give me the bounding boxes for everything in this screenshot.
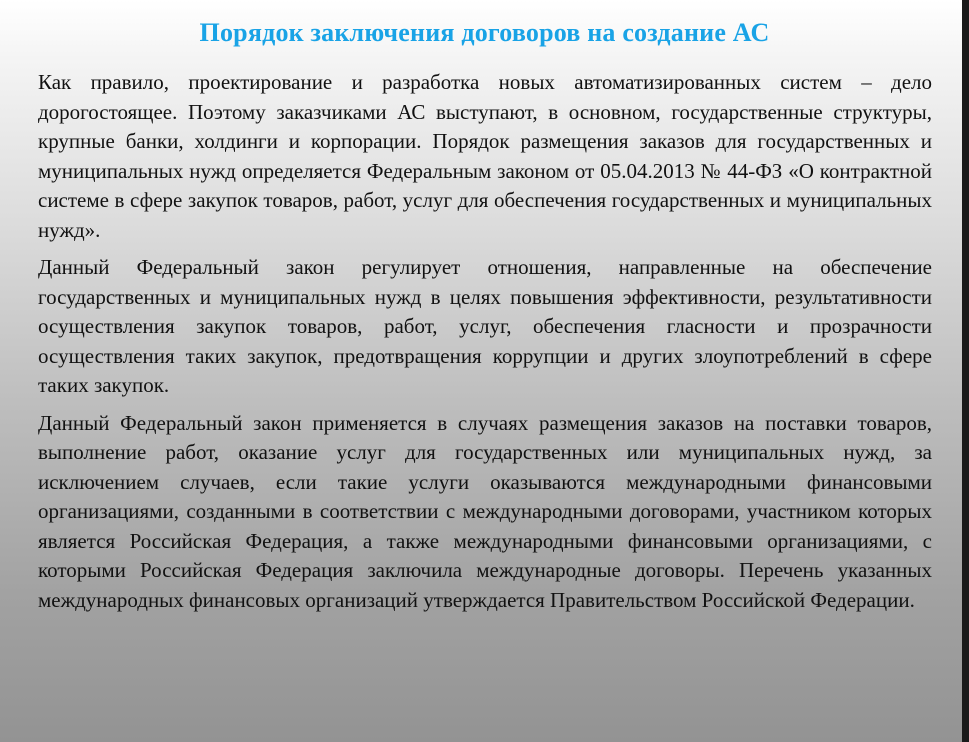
paragraph-law-scope: Данный Федеральный закон регулирует отношения, направленные на обеспечение государственных и муниципальных нужд в целях повышения эффективности, результативности осуществления закупок товаров, работ, услуг, обеспечения гласности и прозрачности осуществления таких закупок, предотвращения коррупции и других злоупотреблений в сфере таких закупок. (38, 255, 932, 397)
paragraph-law-application: Данный Федеральный закон применяется в случаях размещения заказов на поставки товаров, выполнение работ, оказание услуг для государственных или муниципальных нужд, за исключением случаев, если такие услуги оказываются международными финансовыми организациями, созданными в соответствии с международными договорами, участником которых является Российская Федерация, а также международными финансовыми организациями, с которыми Российская Федерация заключила международные договоры. Перечень указанных международных финансовых организаций утверждается Правительством Российской Федерации. (38, 410, 932, 612)
paragraph-intro: Как правило, проектирование и разработка новых автоматизированных систем – дело дорогостоящее. Поэтому заказчиками АС выступают, в основном, государственные структуры, крупные банки, холдинги и корпорации. Порядок размещения заказов для государственных и муниципальных нужд определяется Федеральным законом от 05.04.2013 № 44-ФЗ «О контрактной системе в сфере закупок товаров, работ, услуг для обеспечения государственных и муниципальных нужд». (38, 70, 932, 242)
slide-title: Порядок заключения договоров на создание АС (199, 18, 770, 47)
window-edge (962, 0, 969, 742)
slide-body (38, 68, 932, 623)
